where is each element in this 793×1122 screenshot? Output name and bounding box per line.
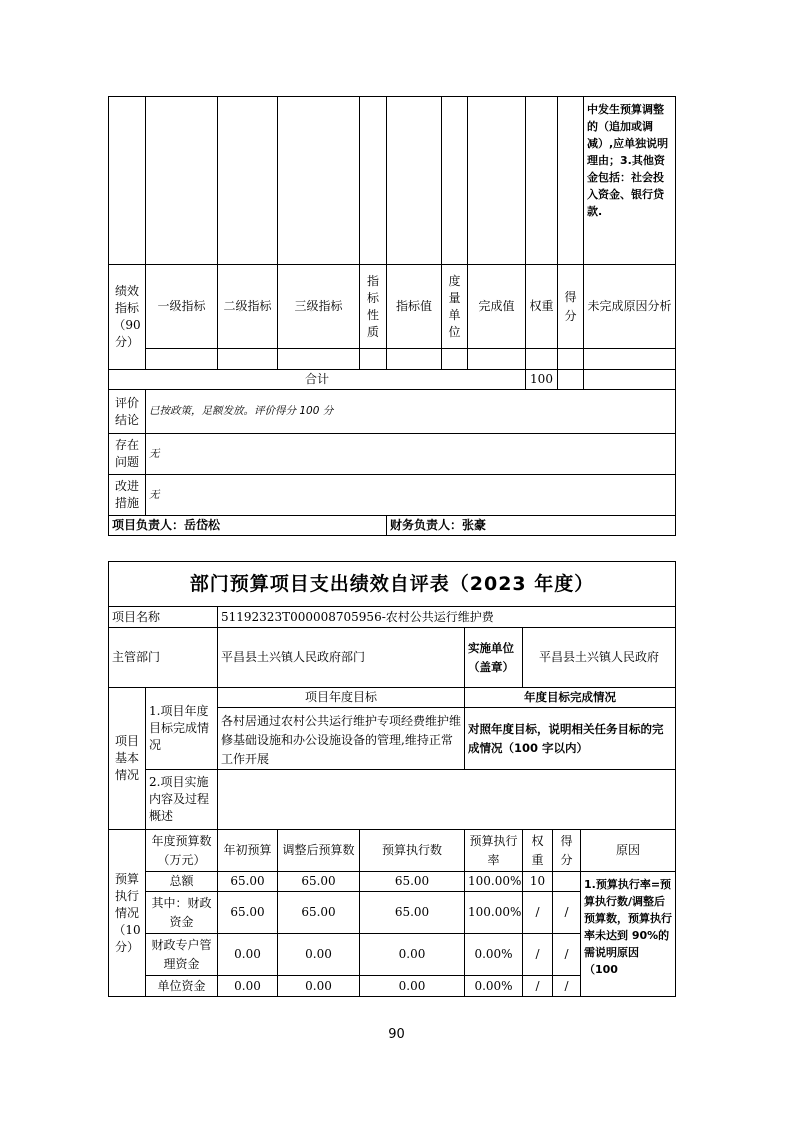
header-unit: 度量单位 bbox=[442, 265, 468, 349]
budget-header-rate: 预算执行率 bbox=[465, 830, 523, 872]
budget-row-executed: 65.00 bbox=[360, 872, 465, 892]
header-nature: 指标性质 bbox=[360, 265, 387, 349]
budget-row-initial: 0.00 bbox=[218, 934, 278, 976]
form-title: 部门预算项目支出绩效自评表（2023 年度） bbox=[109, 562, 676, 607]
budget-row-rate: 100.00% bbox=[465, 872, 523, 892]
header-completed: 完成值 bbox=[468, 265, 526, 349]
goal-text: 各村居通过农村公共运行维护专项经费维护维修基础设施和办公设施设备的管理,维持正常工作开展 bbox=[218, 708, 465, 770]
budget-row-score: / bbox=[553, 976, 581, 997]
budget-row-name: 单位资金 bbox=[146, 976, 218, 997]
budget-row-weight: / bbox=[523, 934, 553, 976]
budget-header-weight: 权重 bbox=[523, 830, 553, 872]
impl: 平昌县土兴镇人民政府 bbox=[523, 628, 676, 688]
budget-row-weight: / bbox=[523, 892, 553, 934]
goal-done-text: 对照年度目标，说明相关任务目标的完成情况（100 字以内） bbox=[465, 708, 676, 770]
perf-indicator-label: 绩效指标（90分） bbox=[109, 265, 146, 370]
basic-label: 项目基本情况 bbox=[109, 688, 146, 830]
header-score: 得分 bbox=[558, 265, 584, 349]
budget-row-score bbox=[553, 872, 581, 892]
header-level2: 二级指标 bbox=[218, 265, 278, 349]
header-reason: 未完成原因分析 bbox=[584, 265, 676, 349]
impl-label: 实施单位（盖章） bbox=[465, 628, 523, 688]
budget-row-rate: 0.00% bbox=[465, 976, 523, 997]
project-name-label: 项目名称 bbox=[109, 607, 218, 628]
budget-row-weight: / bbox=[523, 976, 553, 997]
header-level1: 一级指标 bbox=[146, 265, 218, 349]
budget-row-name: 财政专户管理资金 bbox=[146, 934, 218, 976]
funding-note: 中发生预算调整的（追加或调减）,应单独说明理由；3.其他资金包括：社会投入资金、银行贷款. bbox=[584, 97, 676, 265]
budget-header-initial: 年初预算 bbox=[218, 830, 278, 872]
measure-text: 无 bbox=[146, 475, 676, 516]
goal-label: 1.项目年度目标完成情况 bbox=[146, 688, 218, 770]
dept-label: 主管部门 bbox=[109, 628, 218, 688]
header-level3: 三级指标 bbox=[278, 265, 360, 349]
budget-row-name: 总额 bbox=[146, 872, 218, 892]
budget-row-rate: 0.00% bbox=[465, 934, 523, 976]
dept: 平昌县土兴镇人民政府部门 bbox=[218, 628, 465, 688]
budget-header-adjusted: 调整后预算数 bbox=[278, 830, 360, 872]
budget-row-executed: 0.00 bbox=[360, 934, 465, 976]
eval-label: 评价结论 bbox=[109, 390, 146, 434]
content-label: 2.项目实施内容及过程概述 bbox=[146, 770, 218, 830]
budget-header-amount: 年度预算数（万元） bbox=[146, 830, 218, 872]
budget-label: 预算执行情况（10分） bbox=[109, 830, 146, 997]
budget-row-adjusted: 0.00 bbox=[278, 934, 360, 976]
finance-lead: 财务负责人：张豪 bbox=[387, 516, 676, 536]
issue-label: 存在问题 bbox=[109, 434, 146, 475]
budget-row-adjusted: 65.00 bbox=[278, 872, 360, 892]
header-weight: 权重 bbox=[526, 265, 558, 349]
total-label: 合计 bbox=[109, 370, 526, 390]
budget-header-score: 得分 bbox=[553, 830, 581, 872]
goal-done-header: 年度目标完成情况 bbox=[465, 688, 676, 708]
project-name: 51192323T000008705956-农村公共运行维护费 bbox=[218, 607, 676, 628]
eval-text: 已按政策，足额发放。评价得分 100 分 bbox=[146, 390, 676, 434]
budget-row-score: / bbox=[553, 934, 581, 976]
budget-row-rate: 100.00% bbox=[465, 892, 523, 934]
budget-row-initial: 65.00 bbox=[218, 872, 278, 892]
goal-header: 项目年度目标 bbox=[218, 688, 465, 708]
performance-indicator-table bbox=[108, 96, 676, 536]
budget-row-executed: 65.00 bbox=[360, 892, 465, 934]
budget-row-name: 其中：财政资金 bbox=[146, 892, 218, 934]
budget-row bbox=[109, 872, 676, 892]
budget-row-weight: 10 bbox=[523, 872, 553, 892]
budget-row-adjusted: 0.00 bbox=[278, 976, 360, 997]
reason-text: 1.预算执行率=预算执行数/调整后预算数，预算执行率未达到 90%的需说明原因（100 bbox=[581, 872, 676, 997]
budget-row-initial: 0.00 bbox=[218, 976, 278, 997]
budget-row-score: / bbox=[553, 892, 581, 934]
budget-header-reason: 原因 bbox=[581, 830, 676, 872]
budget-row-adjusted: 65.00 bbox=[278, 892, 360, 934]
budget-header-executed: 预算执行数 bbox=[360, 830, 465, 872]
issue-text: 无 bbox=[146, 434, 676, 475]
measure-label: 改进措施 bbox=[109, 475, 146, 516]
project-lead: 项目负责人：岳岱松 bbox=[109, 516, 387, 536]
budget-row-executed: 0.00 bbox=[360, 976, 465, 997]
page-number: 90 bbox=[388, 1027, 405, 1042]
header-value: 指标值 bbox=[387, 265, 442, 349]
budget-row-initial: 65.00 bbox=[218, 892, 278, 934]
total-weight: 100 bbox=[526, 370, 558, 390]
self-evaluation-table bbox=[108, 561, 676, 997]
